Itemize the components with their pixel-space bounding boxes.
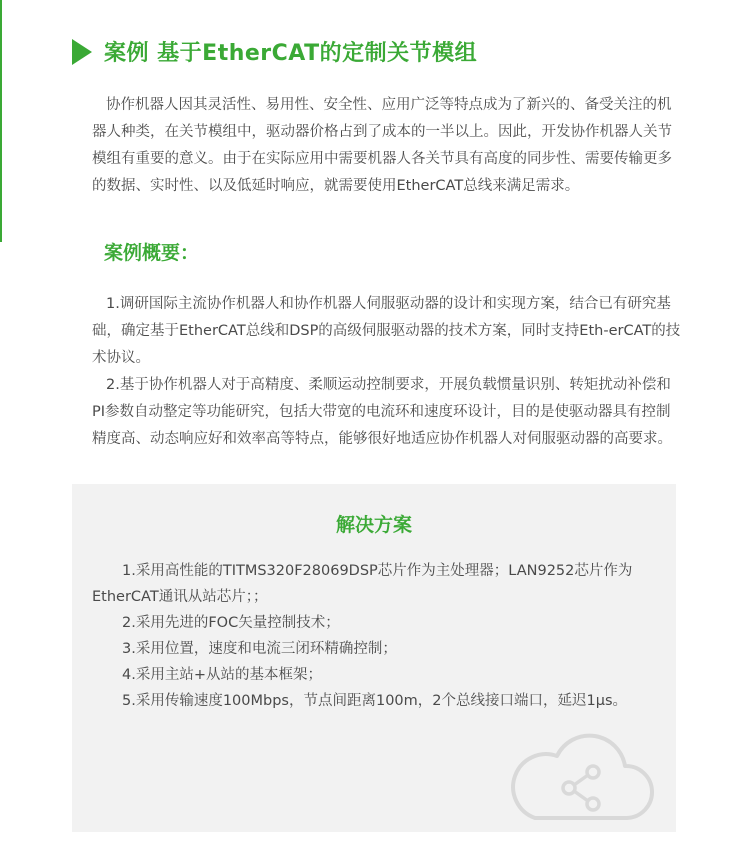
solution-list <box>92 558 667 714</box>
page-title: 案例 基于EtherCAT的定制关节模组 <box>104 41 478 66</box>
solution-heading: 解决方案 <box>335 514 412 536</box>
solution-item-3: 3.采用位置，速度和电流三闭环精确控制； <box>122 641 397 657</box>
solution-item-5: 5.采用传输速度100Mbps，节点间距离100m，2个总线接口端口，延迟1μs。 <box>122 693 628 709</box>
summary-body <box>92 291 682 453</box>
triangle-bullet-icon <box>72 39 92 65</box>
cloud-share-icon <box>507 726 657 826</box>
solution-panel <box>72 484 676 832</box>
summary-item-2: 2.基于协作机器人对于高精度、柔顺运动控制要求，开展负载惯量识别、转矩扰动补偿和PI参数自动整定等功能研究，包括大带宽的电流环和速度环设计，目的是使驱动器具有控制精度高、动态响应好和效率高等特点，能够很好地适应协作机器人对伺服驱动器的高要求。 <box>92 377 672 447</box>
solution-item-1: 1.采用高性能的TITMS320F28069DSP芯片作为主处理器；LAN9252芯片作为EtherCAT通讯从站芯片；； <box>92 563 633 605</box>
page-title-row <box>72 36 477 67</box>
left-accent-rule <box>0 0 2 242</box>
solution-item-2: 2.采用先进的FOC矢量控制技术； <box>122 615 340 631</box>
summary-item-1: 1.调研国际主流协作机器人和协作机器人伺服驱动器的设计和实现方案，结合已有研究基础，确定基于EtherCAT总线和DSP的高级伺服驱动器的技术方案，同时支持Eth-erCAT的技术协议。 <box>92 296 681 366</box>
solution-item-4: 4.采用主站+从站的基本框架； <box>122 667 322 683</box>
intro-paragraph: 协作机器人因其灵活性、易用性、安全性、应用广泛等特点成为了新兴的、备受关注的机器人种类，在关节模组中，驱动器价格占到了成本的一半以上。因此，开发协作机器人关节模组有重要的意义。由于在实际应用中需要机器人各关节具有高度的同步性、需要传输更多的数据、实时性、以及低延时响应，就需要使用EtherCAT总线来满足需求。 <box>92 97 672 194</box>
summary-heading: 案例概要： <box>104 242 200 264</box>
